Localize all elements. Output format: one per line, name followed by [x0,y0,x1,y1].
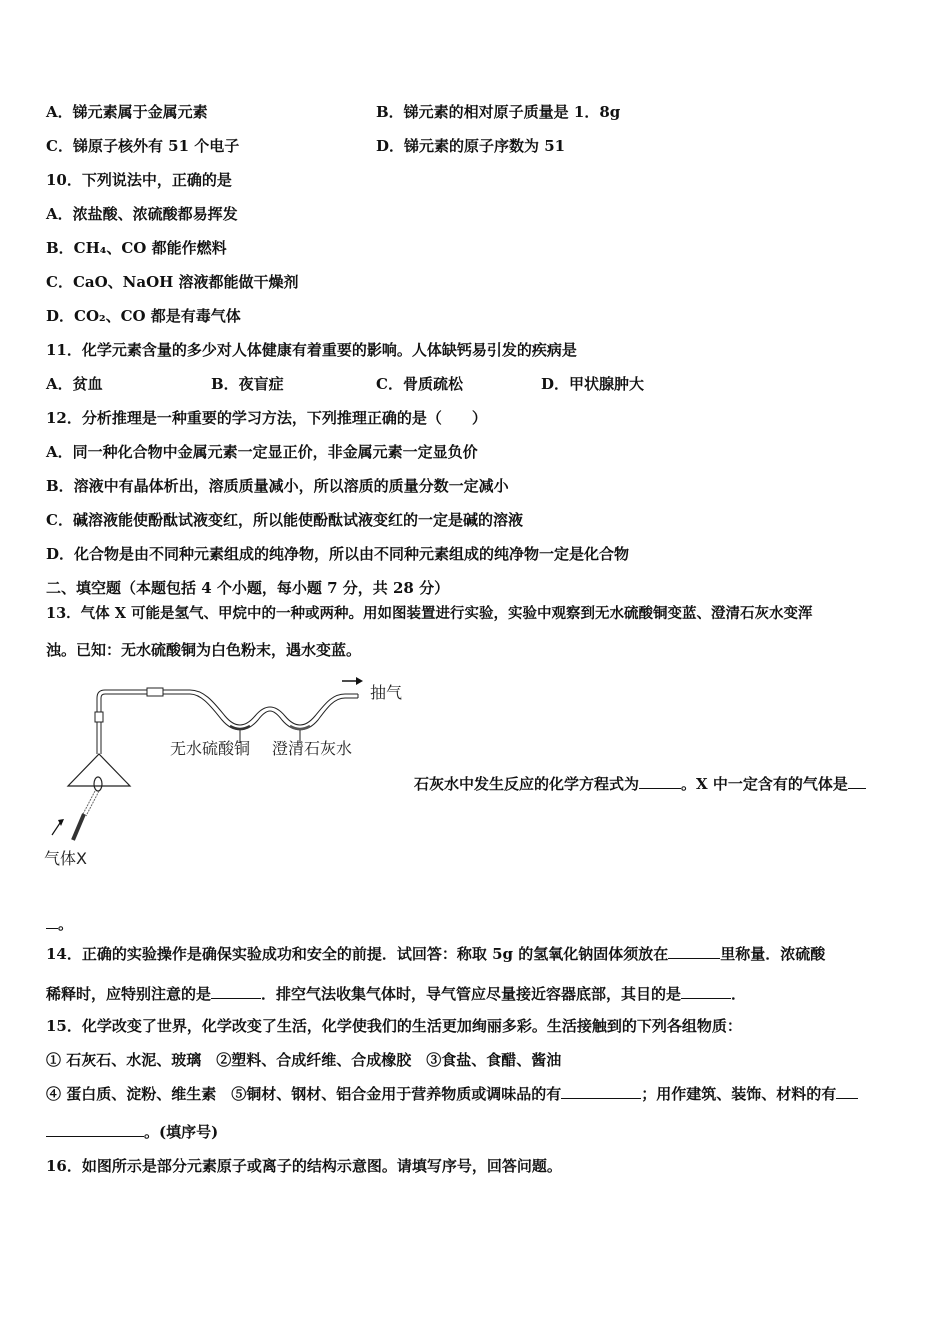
q10-stem: 10．下列说法中，正确的是 [46,171,232,189]
q15-line-1: 15．化学改变了世界，化学改变了生活，化学使我们的生活更加绚丽多彩。生活接触到的下列各组物质： [46,1017,742,1035]
q11-stem: 11．化学元素含量的多少对人体健康有着重要的影响。人体缺钙易引发的疾病是 [46,341,577,359]
q13-tail [46,914,73,934]
q9-option-c: C．锑原子核外有 51 个电子 [46,137,240,155]
limewater-deposit [290,726,310,729]
q10-option-b: B．CH₄、CO 都能作燃料 [46,239,227,257]
q11-option-d: D．甲状腺肿大 [541,375,645,393]
q12-option-c: C．碱溶液能使酚酞试液变红，所以能使酚酞试液变红的一定是碱的溶液 [46,511,523,529]
q14-line-2-b: ．排空气法收集气体时，导气管应尽量接近容器底部，其目的是 [261,985,682,1003]
q15-line-2: ① 石灰石、水泥、玻璃 ②塑料、合成纤维、合成橡胶 ③食盐、食醋、酱油 [46,1051,562,1069]
q14-line-2-a: 稀释时，应特别注意的是 [46,985,212,1003]
q11-option-a: A．贫血 [46,375,103,393]
q14-line-2 [46,984,746,1004]
q14-line-1-a: 14．正确的实验操作是确保实验成功和安全的前提．试回答：称取 5g 的氢氧化钠固体须放在 [46,945,669,963]
answer-blank[interactable] [848,774,866,789]
q13-question [414,774,866,794]
q13-line-2: 浊。已知：无水硫酸铜为白色粉末，遇水变蓝。 [46,641,362,659]
answer-blank[interactable] [681,984,731,999]
limewater-label: 澄清石灰水 [272,739,353,758]
q14-line-1 [46,944,825,964]
answer-blank[interactable] [561,1084,641,1099]
q12-option-d: D．化合物是由不同种元素组成的纯净物，所以由不同种元素组成的纯净物一定是化合物 [46,545,630,563]
q10-option-a: A．浓盐酸、浓硫酸都易挥发 [46,205,238,223]
q16-stem: 16．如图所示是部分元素原子或离子的结构示意图。请填写序号，回答问题。 [46,1157,562,1175]
answer-blank[interactable] [46,1122,144,1137]
apparatus-diagram [40,668,420,878]
q13-question-a: 石灰水中发生反应的化学方程式为 [414,775,640,793]
flame-icon [94,777,102,791]
q15-line-4 [46,1122,218,1142]
gas-x-label: 气体X [44,849,87,868]
q12-option-b: B．溶液中有晶体析出，溶质质量减小，所以溶质的质量分数一定减小 [46,477,509,495]
q12-option-a: A．同一种化合物中金属元素一定显正价，非金属元素一定显负价 [46,443,478,461]
cuso4-label: 无水硫酸铜 [170,739,251,758]
q15-line-4-text: 。(填序号) [144,1123,219,1141]
q13-question-b: 。X 中一定含有的气体是 [681,775,848,793]
q14-line-1-b: 里称量．浓硫酸 [720,945,826,963]
cuso4-deposit [230,726,250,729]
q9-option-d: D．锑元素的原子序数为 51 [376,137,566,155]
q11-option-c: C．骨质疏松 [376,375,463,393]
funnel-icon [68,754,130,786]
q15-line-3 [46,1084,858,1104]
answer-blank[interactable] [668,944,720,959]
q11-option-b: B．夜盲症 [211,375,284,393]
pump-label: 抽气 [370,683,403,702]
answer-blank[interactable] [211,984,261,999]
q14-line-2-c: ． [731,985,747,1003]
arrow-right-icon [356,677,363,685]
q10-option-d: D．CO₂、CO 都是有毒气体 [46,307,241,325]
answer-blank[interactable] [639,774,681,789]
q15-line-3-a: ④ 蛋白质、淀粉、维生素 ⑤铜材、钢材、铝合金用于营养物质或调味品的有 [46,1085,562,1103]
q13-line-1: 13．气体 X 可能是氢气、甲烷中的一种或两种。用如图装置进行实验，实验中观察到无水硫酸铜变蓝、澄清石灰水变浑 [46,605,813,622]
q10-option-c: C．CaO、NaOH 溶液都能做干燥剂 [46,273,299,291]
answer-blank[interactable] [46,914,58,929]
q15-line-3-b: ；用作建筑、装饰、材料的有 [641,1085,837,1103]
section-heading: 二、填空题（本题包括 4 个小题，每小题 7 分，共 28 分） [46,579,450,597]
answer-blank[interactable] [836,1084,858,1099]
q9-option-b: B．锑元素的相对原子质量是 1．8g [376,103,621,121]
q12-stem: 12．分析推理是一种重要的学习方法，下列推理正确的是（ ） [46,409,487,427]
q13-tail-text: 。 [58,915,74,933]
q9-option-a: A．锑元素属于金属元素 [46,103,208,121]
apparatus-drawing [40,668,420,878]
